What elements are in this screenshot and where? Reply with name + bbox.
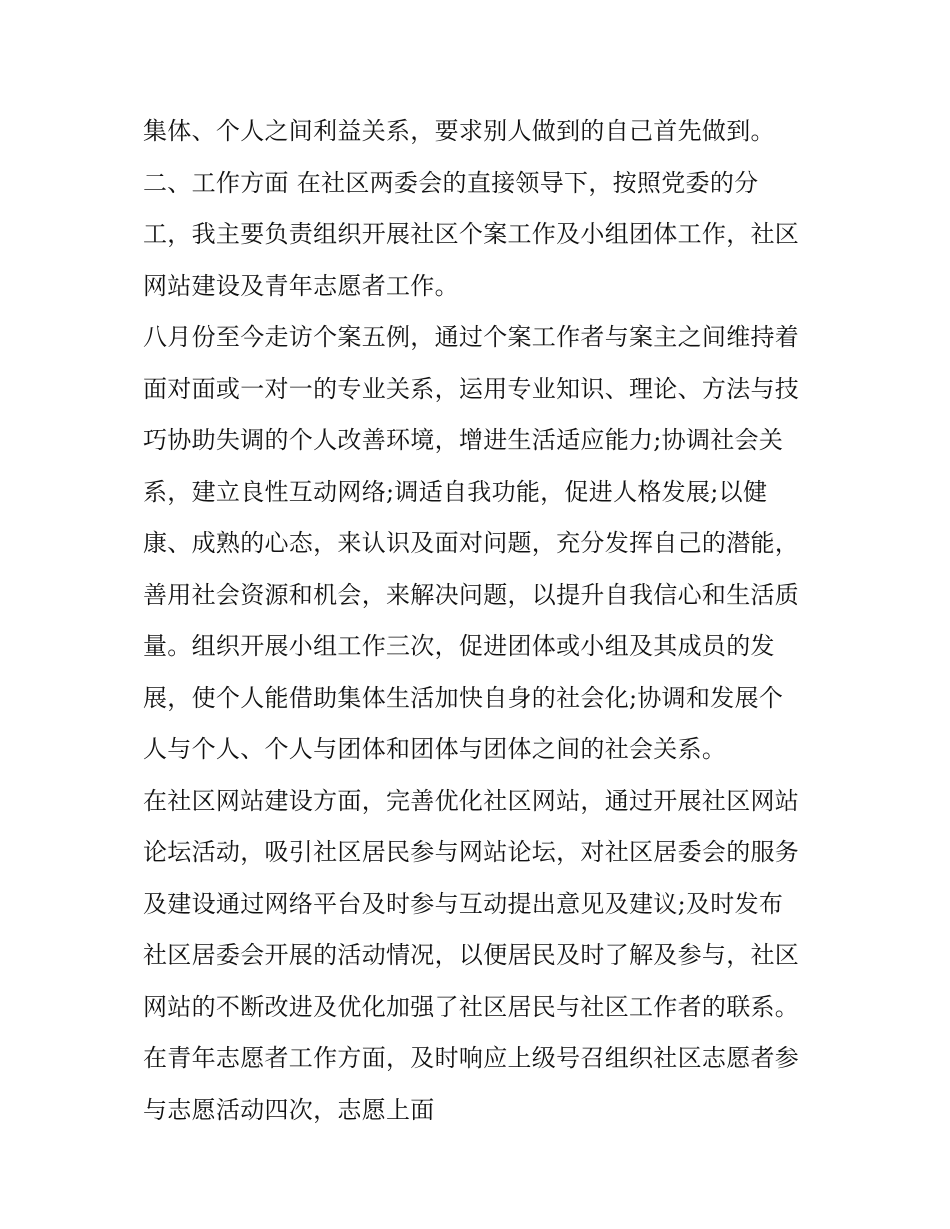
text-line: 在社区网站建设方面，完善优化社区网站，通过开展社区网站 [143,786,800,815]
text-line: 展，使个人能借助集体生活加快自身的社会化;协调和发展个 [143,683,784,712]
document-body [143,106,843,1136]
text-line: 集体、个人之间利益关系，要求别人做到的自己首先做到。 [143,117,775,145]
text-line: 论坛活动，吸引社区居民参与网站论坛，对社区居委会的服务 [143,838,800,866]
text-line: 巧协助失调的个人改善环境，增进生活适应能力;协调社会关 [143,426,784,454]
text-line: 社区居委会开展的活动情况，以便居民及时了解及参与，社区 [143,941,800,969]
text-line: 善用社会资源和机会，来解决问题，以提升自我信心和生活质 [143,580,800,609]
text-line: 系，建立良性互动网络;调适自我功能，促进人格发展;以健 [143,477,768,506]
text-line: 网站建设及青年志愿者工作。 [143,271,459,300]
text-line: 与志愿活动四次，志愿上面 [143,1095,435,1124]
text-line: 面对面或一对一的专业关系，运用专业知识、理论、方法与技 [143,374,800,403]
text-line: 及建设通过网络平台及时参与互动提出意见及建议;及时发布 [143,889,784,918]
text-line: 人与个人、个人与团体和团体与团体之间的社会关系。 [143,735,727,763]
text-line: 网站的不断改进及优化加强了社区居民与社区工作者的联系。 [143,992,800,1021]
text-line: 八月份至今走访个案五例，通过个案工作者与案主之间维持着 [143,323,800,351]
text-line: 工，我主要负责组织开展社区个案工作及小组团体工作，社区 [143,220,800,248]
text-line: 量。组织开展小组工作三次，促进团体或小组及其成员的发 [143,632,775,660]
text-line: 康、成熟的心态，来认识及面对问题，充分发挥自己的潜能， [143,529,800,557]
text-line: 二、工作方面 在社区两委会的直接领导下，按照党委的分 [143,168,759,197]
text-line: 在青年志愿者工作方面，及时响应上级号召组织社区志愿者参 [143,1044,800,1072]
